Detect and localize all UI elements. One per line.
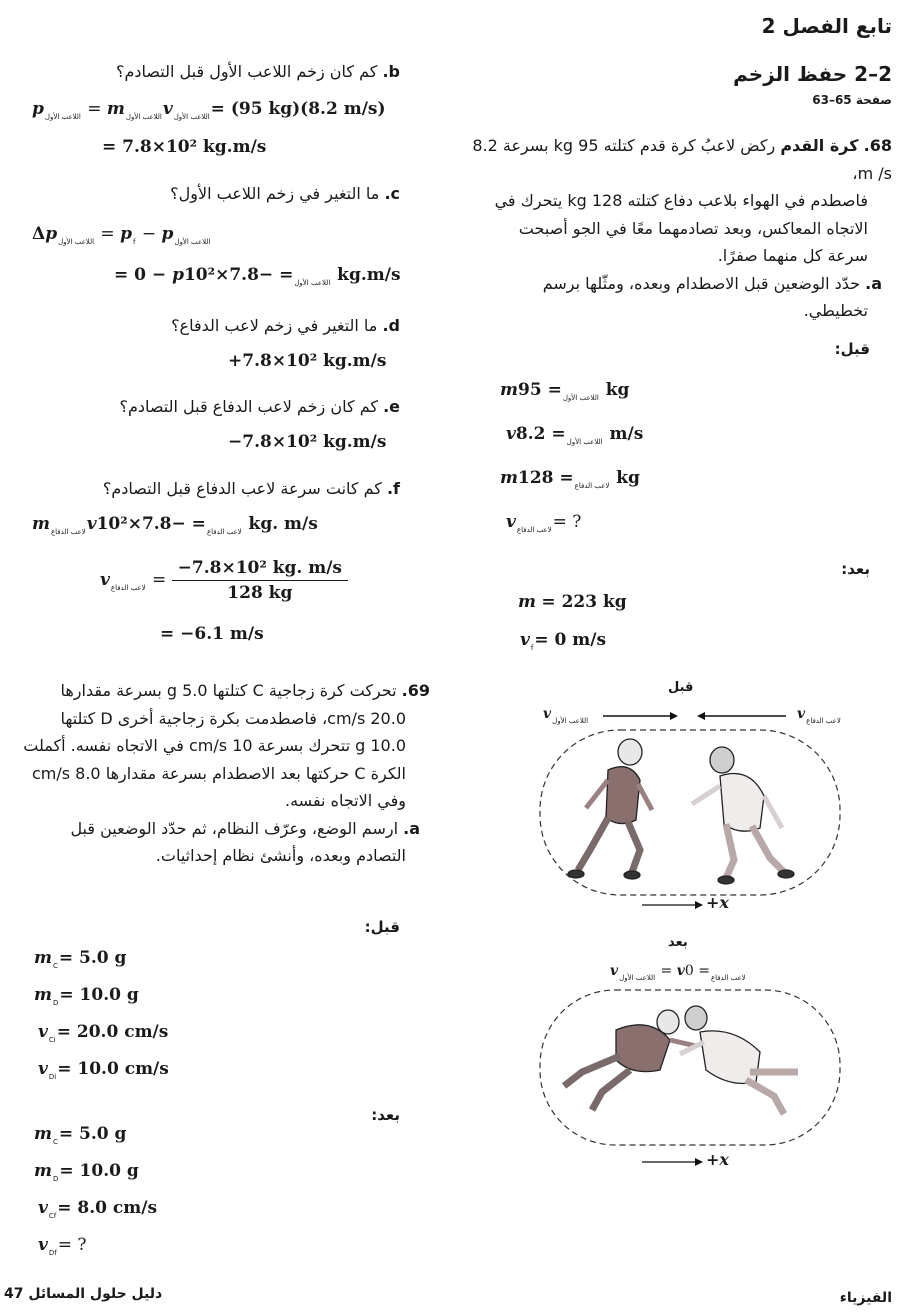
problem-68-statement [462,132,892,325]
text-line: سرعة كل منهما صفرًا. [717,246,868,265]
footer-right: الفيزياء [839,1290,892,1306]
part-b-equation: $p_{اللاعب الأول} = m_{اللاعب الأول}v_{اللاعب الأول}= (95$ kg)(8.2 m/s) [32,99,386,121]
after-velocity: $v_f= 0$ m/s [520,630,607,652]
chapter-title: تابع الفصل 2 [761,14,892,38]
text-line: 20.0 cm/s، فاصطدمت بكرة زجاجية أخرى D كتلتها [60,708,406,728]
part-d-question: d. ما التغير في زخم لاعب الدفاع؟ [171,316,400,335]
part-f-question: f. كم كانت سرعة لاعب الدفاع قبل التصادم؟ [102,479,400,498]
footer-left: دليل حلول المسائل 47 [4,1286,163,1302]
text-line: الاتجاه المعاكس، وبعد تصادمهما معًا في الجو أصبحت [518,218,868,238]
arrow-right-icon [603,712,678,720]
part-f-fraction: $v_{لاعب الدفاع}$ = $\frac{\text{−7.8×10² kg. m/s}}{128 kg}$ [100,558,348,603]
figure-after-title: بعد [668,935,688,950]
text-line: ركض لاعبُ كرة قدم كتلته 95 kg بسرعة 8.2 m /s، [472,136,892,183]
axis-arrow-icon [642,1158,703,1166]
given-mC: $m_C= 5.0$ g [34,948,127,970]
football-player-icon [692,747,794,884]
problem-number: 69. [401,681,430,700]
part-f-result: = −6.1 m/s [160,624,264,644]
part-b-result: = 7.8×10² kg.m/s [102,137,267,157]
text-line: وفي الاتجاه نفسه. [285,791,406,810]
text-line: ارسم الوضع، وعرّف النظام، ثم حدّد الوضعين قبل [70,818,399,838]
text-line: 10.0 g تتحرك بسرعة 10 cm/s في الاتجاه نفسه. أكملت [23,736,406,755]
part-b-question: b. كم كان زخم اللاعب الأول قبل التصادم؟ [116,62,400,81]
figure-v-defender-label: $v_{لاعب الدفاع}$ [797,706,841,725]
part-e-question: e. كم كان زخم لاعب الدفاع قبل التصادم؟ [119,397,400,416]
figure-axis-label-before: +x [706,893,729,912]
problem-topic: كرة القدم [780,136,859,155]
text-line: حدّد الوضعين قبل الاصطدام وبعده، ومثّلها برسم [542,273,861,293]
colliding-players-icon [564,1006,798,1114]
figure-after-equation: $v_{اللاعب الأول} = v$ $_{لاعب الدفاع}$= 0 [610,963,746,982]
part-letter: a. [865,273,882,293]
before-label-69: قبل: [364,918,400,936]
given-mD: $m_D= 10.0$ g [34,985,139,1007]
football-player-icon [568,739,652,879]
part-d-answer: +7.8×10² kg.m/s [228,351,387,371]
part-e-answer: −7.8×10² kg.m/s [228,432,387,452]
arrow-left-icon [697,712,786,720]
part-c-result: = 0 − p $_{اللاعب الأول}$= −7.8×10² kg.m/s [114,265,401,287]
axis-arrow-icon [642,901,703,909]
system-boundary-before [540,730,840,895]
given-v-defender: $v_{لاعب الدفاع}=$ ? [506,512,582,534]
after-vDf: $v_{Df}=$ ? [38,1235,87,1257]
text-line: الكرة C حركتها بعد الاصطدام بسرعة مقدارها 8.0 cm/s [31,763,406,783]
figure-before-title: قبل [668,680,694,695]
given-m-first: m $_{اللاعب الأول}$= 95 kg [500,380,630,402]
section-title: 2–2 حفظ الزخم [733,62,892,86]
after-mC: $m_C= 5.0$ g [34,1124,127,1146]
given-vDi: $v_{Di}= 10.0$ cm/s [38,1059,169,1081]
text-line: تخطيطي. [803,301,868,320]
page-range: صفحة 65–63 [812,93,892,107]
part-letter: a. [403,818,420,838]
after-mass: m = 223 kg [518,592,627,612]
text-line: فاصطدم في الهواء بلاعب دفاع كتلته 128 kg يتحرك في [494,191,868,210]
problem-69-statement [0,677,430,870]
part-c-equation: $\Delta p_{اللاعب الأول} = p_f - p_{اللاعب الأول}$ [32,224,211,246]
figure-axis-label-after: +x [706,1150,729,1169]
after-vCf: $v_{Cf}= 8.0$ cm/s [38,1198,158,1220]
after-label-69: بعد: [371,1106,400,1124]
given-v-first: v $_{اللاعب الأول}$= 8.2 m/s [506,424,644,446]
given-m-defender: m $_{لاعب الدفاع}$= 128 kg [500,468,640,490]
part-c-question: c. ما التغير في زخم اللاعب الأول؟ [170,184,400,203]
part-f-equation: $m_{لاعب الدفاع}v$ $_{لاعب الدفاع}$= −7.8×10² kg. m/s [32,514,318,536]
problem-number: 68. [863,136,892,155]
text-line: تحركت كرة زجاجية C كتلتها 5.0 g بسرعة مقدارها [60,681,397,700]
text-line: التصادم وبعده، وأنشئ نظام إحداثيات. [155,846,406,865]
given-vCi: $v_{Ci}= 20.0$ cm/s [38,1022,169,1044]
figure-v-first-label: $v_{اللاعب الأول}$ [543,706,589,725]
before-label: قبل: [834,340,870,358]
after-mD: $m_D= 10.0$ g [34,1161,139,1183]
collision-figure [520,700,860,1180]
after-label: بعد: [841,560,870,578]
